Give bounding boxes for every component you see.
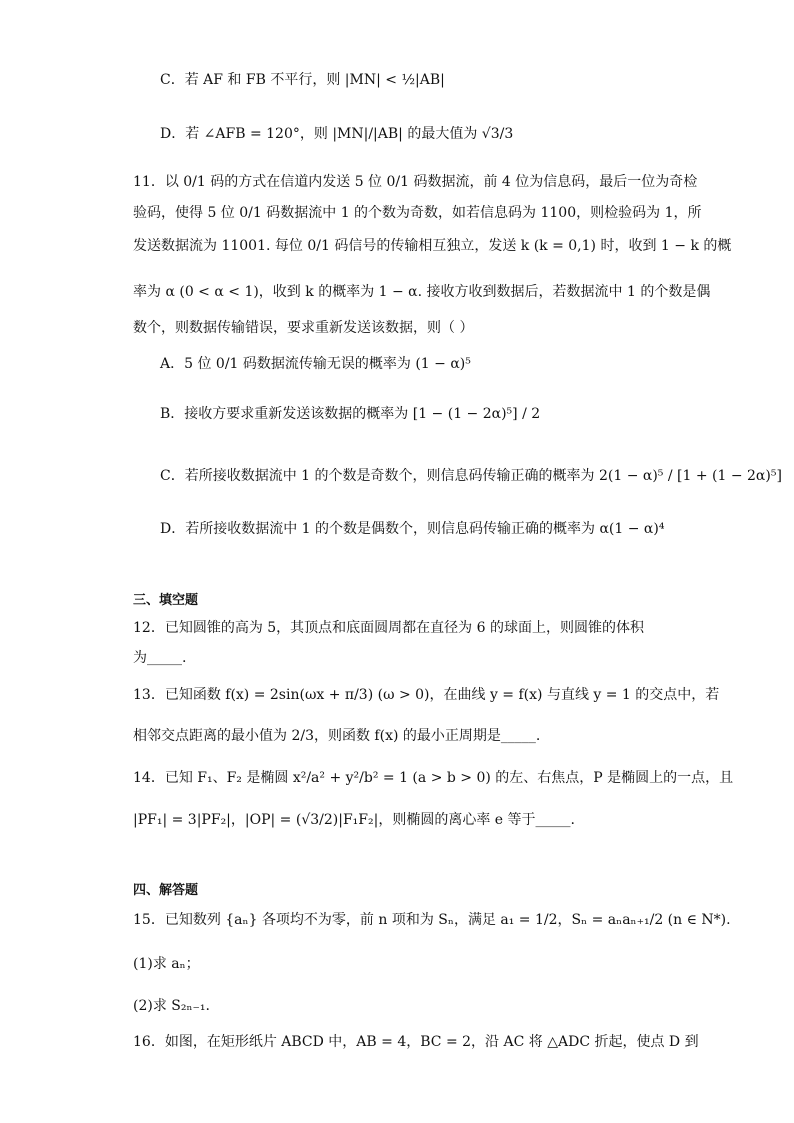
q11-option-c: C．若所接收数据流中 1 的个数是奇数个，则信息码传输正确的概率为 2(1 − α)⁵ / [1 + (1 − 2α)⁵] bbox=[160, 468, 782, 484]
q13-line1: 13．已知函数 f(x) = 2sin(ωx + π/3) (ω > 0)，在曲线 y = f(x) 与直线 y = 1 的交点中，若 bbox=[133, 687, 720, 703]
q11-stem-line4: 率为 α (0 < α < 1)，收到 k 的概率为 1 − α. 接收方收到数据后，若数据流中 1 的个数是偶 bbox=[133, 284, 711, 300]
q15-line1: 15．已知数列 {aₙ} 各项均不为零，前 n 项和为 Sₙ，满足 a₁ = 1/2，Sₙ = aₙaₙ₊₁/2 (n ∈ N*). bbox=[133, 912, 731, 928]
q10-option-d: D．若 ∠AFB = 120°，则 |MN|/|AB| 的最大值为 √3/3 bbox=[160, 126, 514, 142]
q16-line1: 16．如图，在矩形纸片 ABCD 中，AB = 4，BC = 2，沿 AC 将 △ADC 折起，使点 D 到 bbox=[133, 1034, 699, 1050]
q15-part2: (2)求 S₂ₙ₋₁. bbox=[133, 998, 210, 1014]
q10-option-c: C．若 AF 和 FB 不平行，则 |MN| < ½|AB| bbox=[160, 72, 445, 88]
q11-stem-line5: 数个，则数据传输错误，要求重新发送该数据，则（ ） bbox=[133, 320, 474, 336]
q14-line2: |PF₁| = 3|PF₂|，|OP| = (√3/2)|F₁F₂|，则椭圆的离心率 e 等于_____. bbox=[133, 812, 575, 828]
q14-line1: 14．已知 F₁、F₂ 是椭圆 x²/a² + y²/b² = 1 (a > b > 0) 的左、右焦点，P 是椭圆上的一点，且 bbox=[133, 770, 734, 786]
q11-stem-line2: 验码，使得 5 位 0/1 码数据流中 1 的个数为奇数，如若信息码为 1100，则检验码为 1，所 bbox=[133, 205, 702, 221]
section-fill-in-heading: 三、填空题 bbox=[133, 593, 199, 608]
q11-option-a: A．5 位 0/1 码数据流传输无误的概率为 (1 − α)⁵ bbox=[160, 356, 471, 372]
q12-line2: 为_____. bbox=[133, 650, 187, 666]
q11-option-d: D．若所接收数据流中 1 的个数是偶数个，则信息码传输正确的概率为 α(1 − α)⁴ bbox=[160, 521, 665, 537]
section-answer-heading: 四、解答题 bbox=[133, 883, 199, 898]
q15-part1: (1)求 aₙ； bbox=[133, 956, 200, 972]
q11-option-b: B．接收方要求重新发送该数据的概率为 [1 − (1 − 2α)⁵] / 2 bbox=[160, 406, 541, 422]
q13-line2: 相邻交点距离的最小值为 2/3，则函数 f(x) 的最小正周期是_____. bbox=[133, 728, 541, 744]
q11-stem-line3: 发送数据流为 11001. 每位 0/1 码信号的传输相互独立，发送 k (k = 0,1) 时，收到 1 − k 的概 bbox=[133, 238, 732, 254]
q12-line1: 12．已知圆锥的高为 5，其顶点和底面圆周都在直径为 6 的球面上，则圆锥的体积 bbox=[133, 620, 644, 636]
q11-stem-line1: 11．以 0/1 码的方式在信道内发送 5 位 0/1 码数据流，前 4 位为信息码，最后一位为奇检 bbox=[133, 174, 698, 190]
